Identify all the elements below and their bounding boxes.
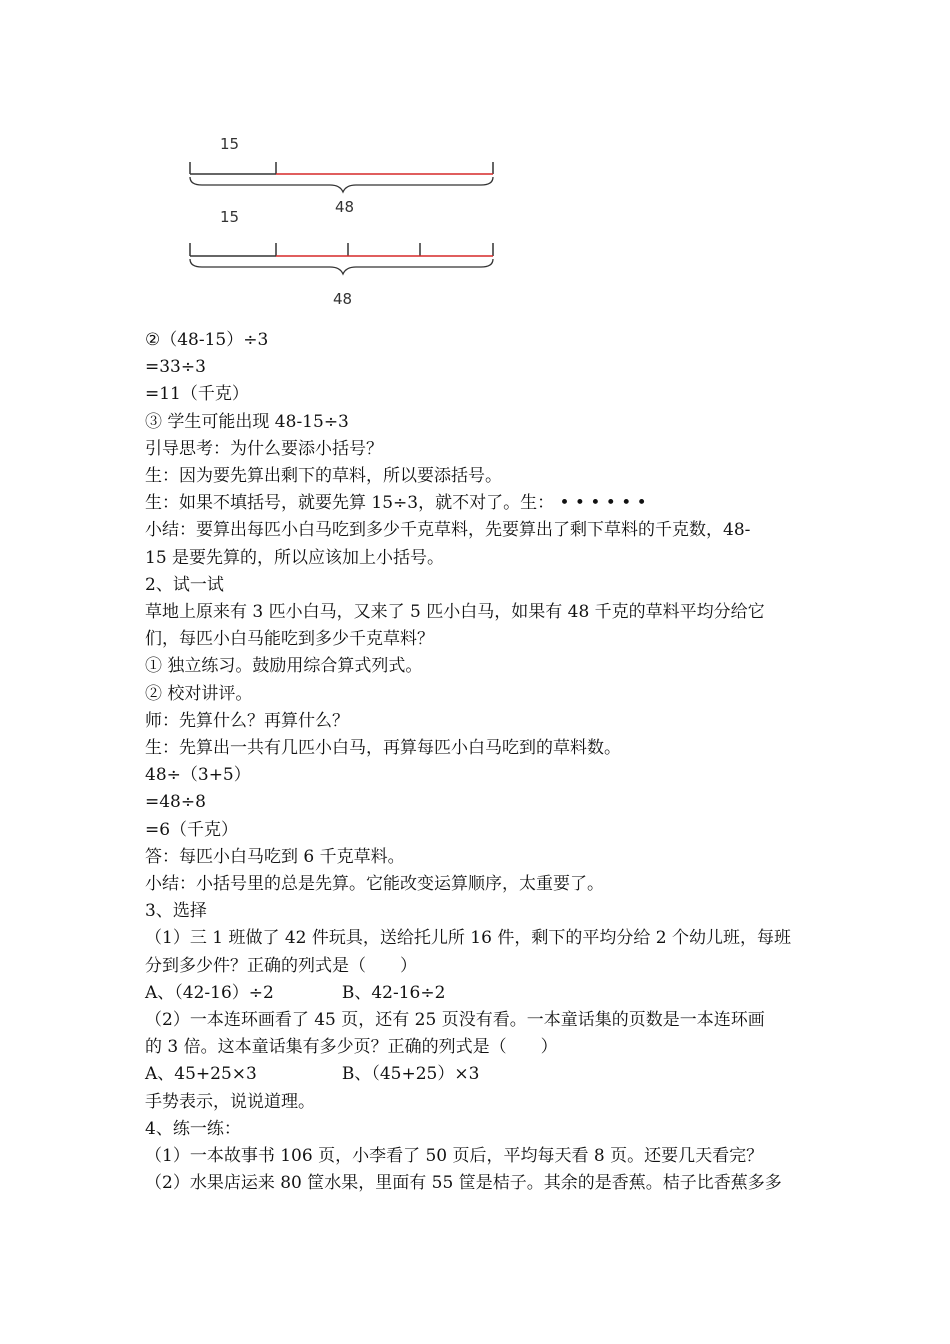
text-line: 48÷（3+5） (145, 765, 251, 786)
text-line: 生：先算出一共有几匹小白马，再算每匹小白马吃到的草料数。 (145, 738, 621, 759)
text-line: 生：如果不填括号，就要先算 15÷3，就不对了。生： • • • • • • (145, 493, 647, 514)
text-line: 生：因为要先算出剩下的草料，所以要添括号。 (145, 466, 502, 487)
line-segment-diagram (180, 125, 510, 315)
text-line: ① 独立练习。鼓励用综合算式列式。 (145, 656, 423, 677)
section-heading: 4、练一练： (145, 1118, 241, 1139)
text-line: （2）水果店运来 80 筐水果，里面有 55 筐是桔子。其余的是香蕉。桔子比香蕉多多 (145, 1173, 782, 1194)
text-line: 15 是要先算的，所以应该加上小括号。 (145, 547, 445, 568)
text-line: 小结：要算出每匹小白马吃到多少千克草料，先要算出了剩下草料的千克数，48- (145, 520, 751, 541)
text-line: A、（42-16）÷2 B、42-16÷2 (145, 982, 446, 1003)
top-total-brace (190, 177, 493, 192)
text-line: 分到多少件？正确的列式是（ ） (145, 955, 417, 976)
text-line: 们，每匹小白马能吃到多少千克草料？ (145, 629, 434, 650)
text-line: =6（千克） (145, 819, 239, 840)
bottom-segment-label: 15 (220, 208, 240, 226)
text-line: （1）三 1 班做了 42 件玩具，送给托儿所 16 件，剩下的平均分给 2 个幼儿班，每班 (145, 928, 791, 949)
text-line: ②（48-15）÷3 (145, 330, 269, 350)
bottom-total-brace (190, 259, 493, 274)
top-total-label: 48 (335, 198, 355, 216)
top-segment-label: 15 (220, 135, 240, 153)
lesson-text (145, 327, 815, 1198)
text-line: =33÷3 (145, 357, 206, 378)
text-line: 答：每匹小白马吃到 6 千克草料。 (145, 846, 405, 867)
text-line: =48÷8 (145, 792, 206, 813)
text-line: 的 3 倍。这本童话集有多少页？正确的列式是（ ） (145, 1037, 558, 1058)
text-line: 师：先算什么？再算什么？ (145, 710, 349, 731)
text-line: A、45+25×3 B、（45+25）×3 (145, 1064, 480, 1085)
text-line: （1）一本故事书 106 页，小李看了 50 页后，平均每天看 8 页。还要几天看完？ (145, 1146, 764, 1167)
text-line: ③ 学生可能出现 48-15÷3 (145, 411, 349, 432)
text-line: ② 校对讲评。 (145, 683, 253, 704)
section-heading: 2、试一试 (145, 574, 224, 595)
text-line: 引导思考：为什么要添小括号？ (145, 438, 383, 459)
text-line: （2）一本连环画看了 45 页，还有 25 页没有看。一本童话集的页数是一本连环画 (145, 1010, 765, 1031)
text-line: =11（千克） (145, 384, 249, 405)
section-heading: 3、选择 (145, 901, 207, 922)
text-line: 草地上原来有 3 匹小白马，又来了 5 匹小白马，如果有 48 千克的草料平均分给它 (145, 602, 765, 623)
bottom-segment-line (190, 243, 493, 256)
text-line: 手势表示，说说道理。 (145, 1091, 315, 1112)
text-line: 小结：小括号里的总是先算。它能改变运算顺序，太重要了。 (145, 874, 604, 895)
top-segment-line (190, 162, 493, 174)
bottom-total-label: 48 (333, 290, 353, 308)
